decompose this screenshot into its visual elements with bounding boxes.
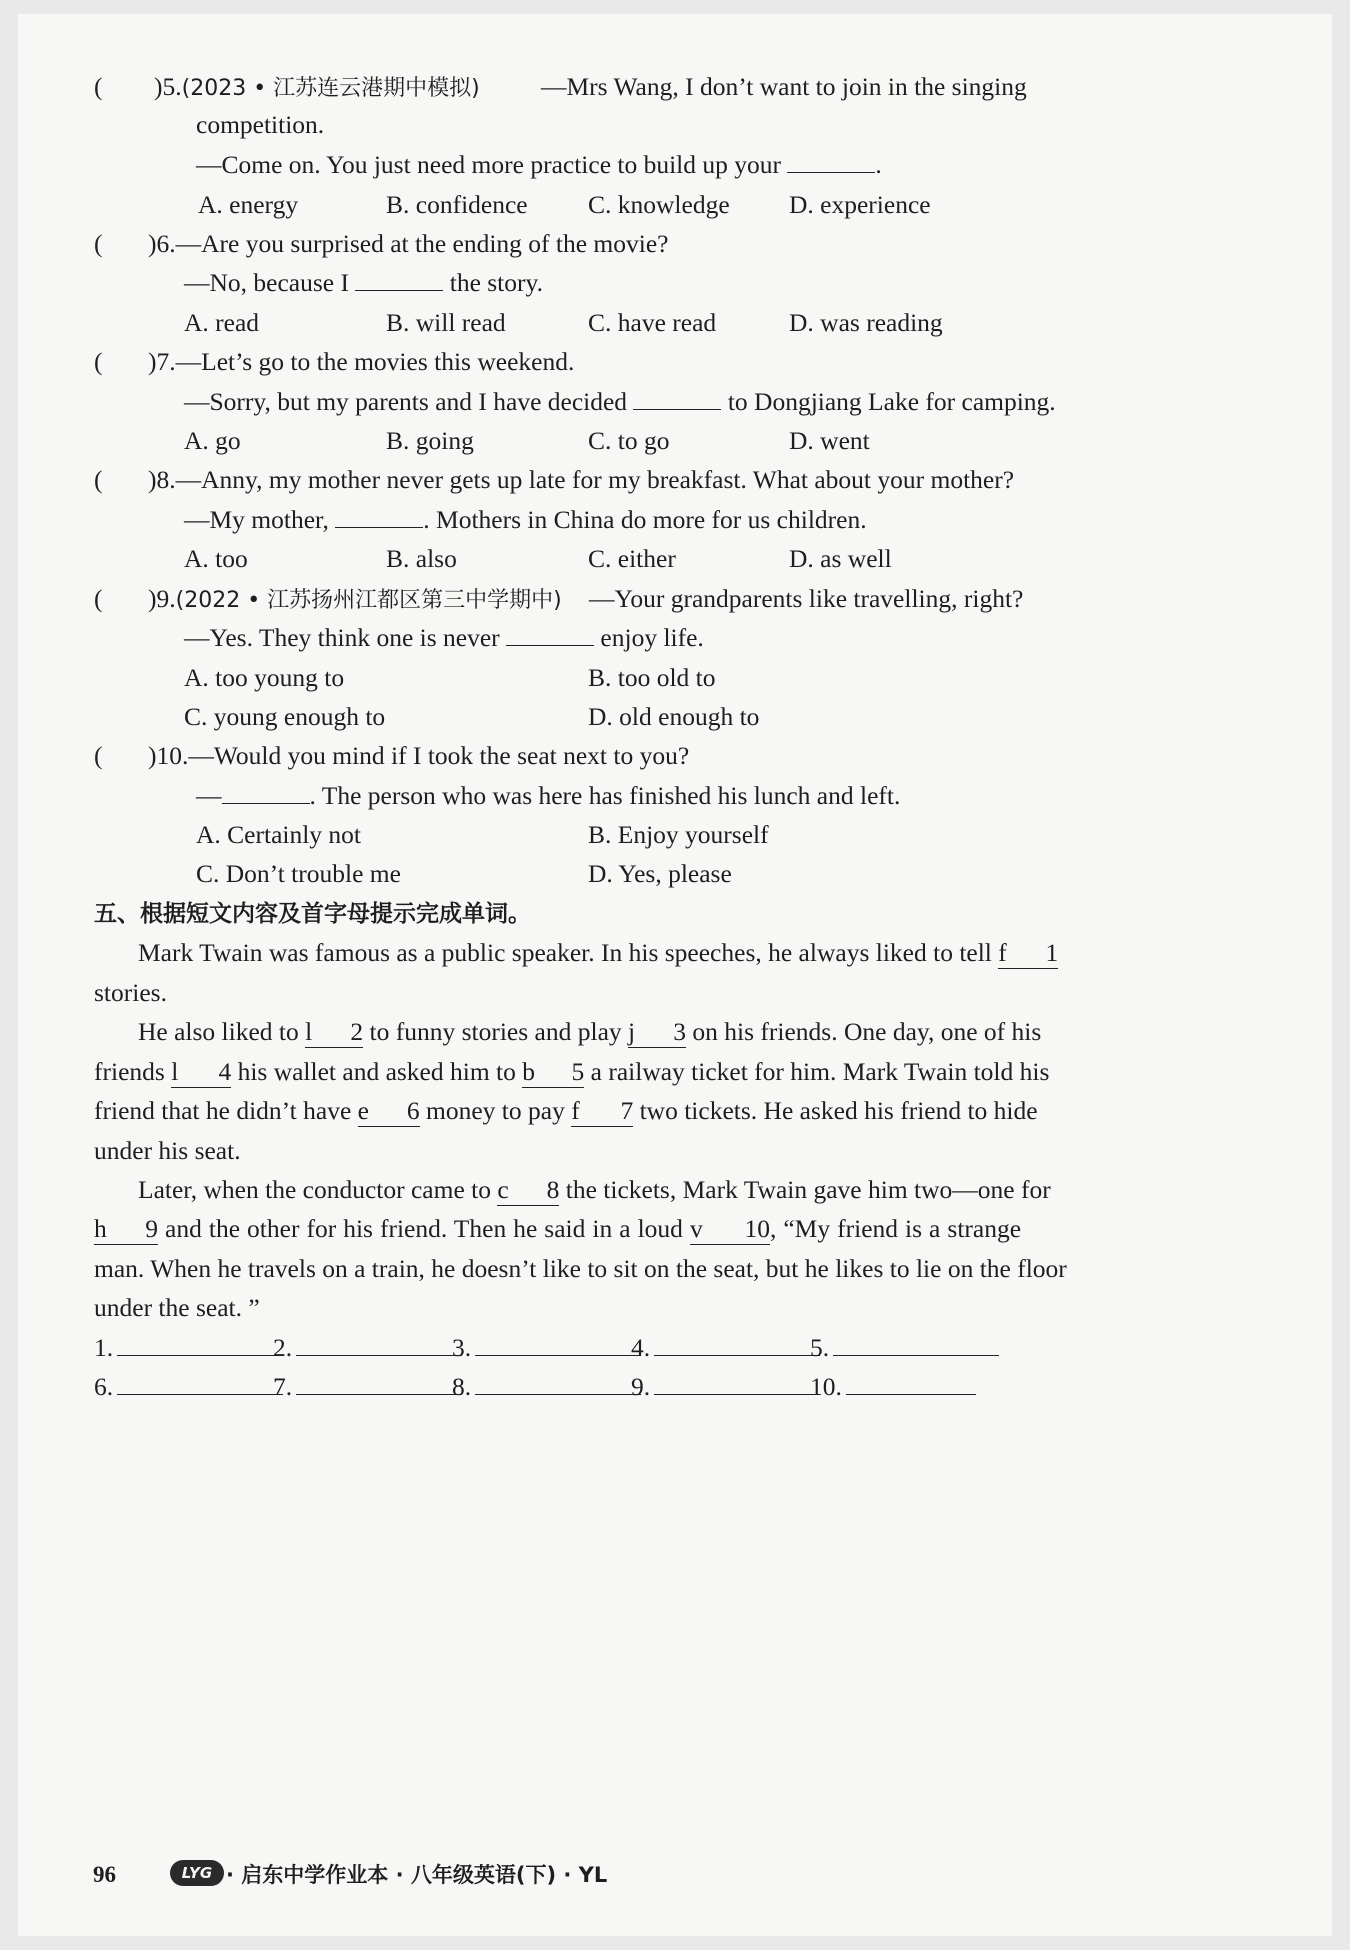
- q10-paren-open: (: [94, 741, 103, 770]
- q8-option-c[interactable]: C. either: [588, 544, 676, 573]
- q6-paren-open: (: [94, 229, 103, 258]
- answer-slot-1[interactable]: 1.: [94, 1331, 283, 1365]
- q10-reply: — . The person who was here has finished his lunch and left.: [196, 781, 901, 810]
- answer-slot-4[interactable]: 4.: [631, 1331, 820, 1365]
- answer-slot-3[interactable]: 3.: [452, 1331, 641, 1365]
- passage-blank-7[interactable]: f 7: [571, 1096, 634, 1125]
- q9-paren-open: (: [94, 584, 103, 613]
- passage-line-10: under the seat. ”: [94, 1293, 260, 1322]
- passage-line-4: friends l 4 his wallet and asked him to b 5 a railway ticket for him. Mark Twain told his: [94, 1057, 1050, 1086]
- answer-slot-7[interactable]: 7.: [273, 1370, 462, 1404]
- answer-slot-8[interactable]: 8.: [452, 1370, 641, 1404]
- q6-option-a[interactable]: A. read: [184, 308, 260, 337]
- q9-number: )9.(2022 • 江苏扬州江都区第三中学期中): [148, 584, 562, 613]
- q7-stem: —Let’s go to the movies this weekend.: [175, 347, 575, 376]
- q6-option-b[interactable]: B. will read: [386, 308, 506, 337]
- q8-blank[interactable]: [335, 505, 423, 528]
- q8-reply: —My mother, . Mothers in China do more for us children.: [184, 505, 867, 534]
- passage-blank-10[interactable]: v 10: [689, 1214, 770, 1243]
- q8-option-a[interactable]: A. too: [184, 544, 248, 573]
- q5-paren-open: (: [94, 72, 103, 101]
- answer-slot-9[interactable]: 9.: [631, 1370, 820, 1404]
- passage-blank-8[interactable]: c 8: [497, 1175, 560, 1204]
- q7-reply: —Sorry, but my parents and I have decided to Dongjiang Lake for camping.: [184, 387, 1056, 416]
- q6-option-c[interactable]: C. have read: [588, 308, 717, 337]
- q7-option-a[interactable]: A. go: [184, 426, 241, 455]
- q10-number: )10.—Would you mind if I took the seat next to you?: [148, 741, 690, 770]
- q7-option-c[interactable]: C. to go: [588, 426, 670, 455]
- q7-option-d[interactable]: D. went: [789, 426, 870, 455]
- page-number: 96: [93, 1862, 116, 1887]
- passage-line-5: friend that he didn’t have e 6 money to pay f 7 two tickets. He asked his friend to hide: [94, 1096, 1038, 1125]
- passage-line-2: stories.: [94, 978, 167, 1007]
- q5-option-b[interactable]: B. confidence: [386, 190, 528, 219]
- passage-line-9: man. When he travels on a train, he doesn’t like to sit on the seat, but he likes to lie on the floor: [94, 1254, 1067, 1283]
- q10-stem: —Would you mind if I took the seat next to you?: [188, 741, 690, 770]
- footer-title: · 启东中学作业本 · 八年级英语(下) · YL: [226, 1863, 608, 1887]
- passage-line-7: Later, when the conductor came to c 8 the tickets, Mark Twain gave him two—one for: [138, 1175, 1051, 1204]
- publisher-logo: LYG: [170, 1860, 224, 1886]
- q5-option-c[interactable]: C. knowledge: [588, 190, 730, 219]
- q5-option-d[interactable]: D. experience: [789, 190, 931, 219]
- q5-option-a[interactable]: A. energy: [198, 190, 299, 219]
- q9-stem: —Your grandparents like travelling, right?: [589, 584, 1024, 613]
- q8-paren-open: (: [94, 465, 103, 494]
- q10-option-c[interactable]: C. Don’t trouble me: [196, 859, 401, 888]
- q10-blank[interactable]: [222, 781, 310, 804]
- q9-blank[interactable]: [506, 623, 594, 646]
- q10-option-b[interactable]: B. Enjoy yourself: [588, 820, 769, 849]
- passage-line-8: h 9 and the other for his friend. Then he said in a loud v 10, “My friend is a strange: [94, 1214, 1022, 1243]
- passage-blank-3[interactable]: j 3: [628, 1017, 687, 1046]
- q8-option-b[interactable]: B. also: [386, 544, 457, 573]
- passage-blank-5[interactable]: b 5: [522, 1057, 585, 1086]
- answer-slot-5[interactable]: 5.: [810, 1331, 999, 1365]
- q6-reply: —No, because I the story.: [184, 268, 543, 297]
- q9-option-d[interactable]: D. old enough to: [588, 702, 760, 731]
- q9-option-b[interactable]: B. too old to: [588, 663, 716, 692]
- q8-number: )8.—Anny, my mother never gets up late for my breakfast. What about your mother?: [148, 465, 1015, 494]
- q5-number: )5.(2023 • 江苏连云港期中模拟): [154, 72, 480, 101]
- q5-stem-cont: competition.: [196, 110, 325, 139]
- passage-line-1: Mark Twain was famous as a public speaker. In his speeches, he always liked to tell f 1: [138, 938, 1059, 967]
- q8-stem: —Anny, my mother never gets up late for my breakfast. What about your mother?: [175, 465, 1015, 494]
- q5-source: (2023 • 江苏连云港期中模拟): [181, 76, 480, 101]
- q5-blank[interactable]: [787, 150, 875, 173]
- q9-option-c[interactable]: C. young enough to: [184, 702, 386, 731]
- q6-number: )6.—Are you surprised at the ending of the movie?: [148, 229, 669, 258]
- q7-paren-open: (: [94, 347, 103, 376]
- passage-blank-1[interactable]: f 1: [998, 938, 1059, 967]
- section-heading: 五、根据短文内容及首字母提示完成单词。: [94, 901, 531, 927]
- q10-option-a[interactable]: A. Certainly not: [196, 820, 362, 849]
- q5-stem: —Mrs Wang, I don’t want to join in the singing: [541, 72, 1027, 101]
- passage-blank-9[interactable]: h 9: [94, 1214, 158, 1243]
- q6-blank[interactable]: [355, 268, 443, 291]
- q9-source: (2022 • 江苏扬州江都区第三中学期中): [175, 588, 562, 613]
- q10-option-d[interactable]: D. Yes, please: [588, 859, 732, 888]
- passage-blank-2[interactable]: l 2: [305, 1017, 364, 1046]
- q8-option-d[interactable]: D. as well: [789, 544, 892, 573]
- q6-option-d[interactable]: D. was reading: [789, 308, 943, 337]
- q5-reply: —Come on. You just need more practice to build up your .: [196, 150, 882, 179]
- passage-line-3: He also liked to l 2 to funny stories and play j 3 on his friends. One day, one of his: [138, 1017, 1042, 1046]
- q7-blank[interactable]: [633, 387, 721, 410]
- worksheet-page: [18, 14, 1332, 1936]
- passage-blank-4[interactable]: l 4: [171, 1057, 232, 1086]
- q7-option-b[interactable]: B. going: [386, 426, 474, 455]
- answer-slot-2[interactable]: 2.: [273, 1331, 462, 1365]
- q9-reply: —Yes. They think one is never enjoy life.: [184, 623, 704, 652]
- q7-number: )7.—Let’s go to the movies this weekend.: [148, 347, 575, 376]
- passage-line-6: under his seat.: [94, 1136, 241, 1165]
- q6-stem: —Are you surprised at the ending of the movie?: [175, 229, 669, 258]
- q9-option-a[interactable]: A. too young to: [184, 663, 345, 692]
- answer-slot-10[interactable]: 10.: [810, 1370, 976, 1404]
- passage-blank-6[interactable]: e 6: [357, 1096, 420, 1125]
- answer-slot-6[interactable]: 6.: [94, 1370, 283, 1404]
